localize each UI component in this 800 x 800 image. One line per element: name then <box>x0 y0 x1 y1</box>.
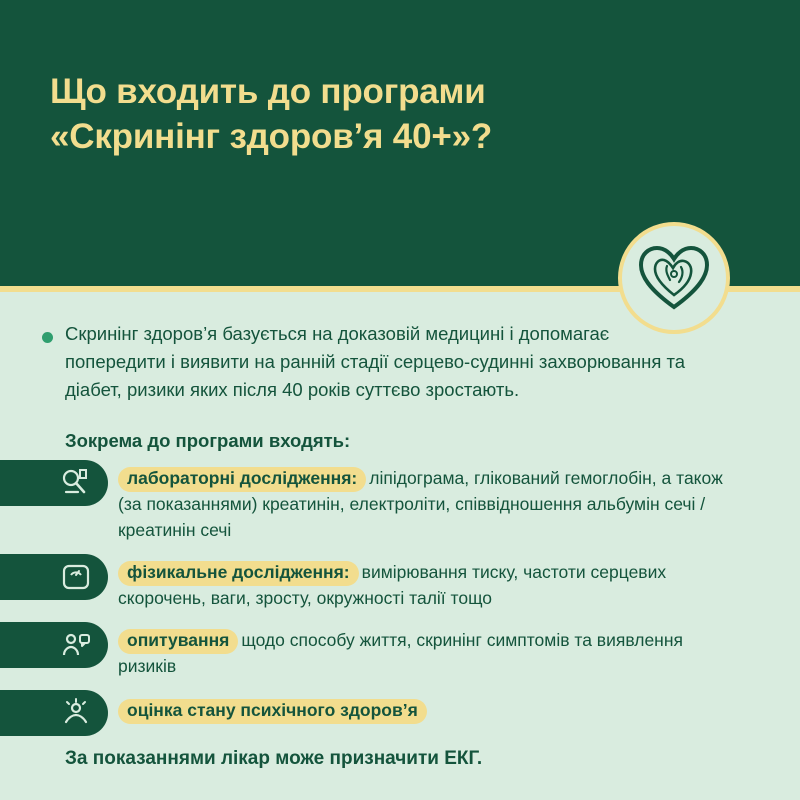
bullet-dot-icon <box>42 332 53 343</box>
heart-in-heart-icon <box>618 222 730 334</box>
list-item <box>42 460 748 544</box>
list-item <box>42 554 748 612</box>
list-item-tag: опитування <box>118 629 238 654</box>
list-item-tag: фізикальне дослідження: <box>118 561 359 586</box>
list-item-body <box>118 460 733 544</box>
page-title-line-1: Що входить до програми <box>50 72 486 111</box>
list-item-body <box>118 622 733 680</box>
list-item-tag: оцінка стану психічного здоров’я <box>118 699 427 724</box>
page-title-line-2: «Скринінг здоров’я 40+»? <box>50 116 493 156</box>
weight-scale-icon <box>60 561 92 593</box>
list-item-body <box>118 554 733 612</box>
subheading: Зокрема до програми входять: <box>65 430 351 452</box>
icon-pill <box>0 460 108 506</box>
footer-note: За показаннями лікар може призначити ЕКГ. <box>65 747 483 769</box>
list-item-body <box>118 690 430 724</box>
program-items-list <box>42 460 748 724</box>
content-area <box>0 320 800 770</box>
icon-pill <box>0 690 108 736</box>
interview-icon <box>60 629 92 661</box>
icon-pill <box>0 554 108 600</box>
page-title <box>50 70 730 160</box>
list-item <box>42 622 748 680</box>
intro-block <box>42 320 748 404</box>
microscope-icon <box>58 466 92 500</box>
meditation-icon <box>60 697 92 729</box>
list-item-text: ліпідограма, глікований гемоглобін, а також (за показаннями) креатинін, електроліти, співвідношення альбумін сечі / креатинін сечі <box>118 468 723 541</box>
intro-text: Скринінг здоров’я базується на доказовій медицині і допомагає попередити і виявити на ранній стадії серцево-судинні захворювання та діабет, ризики яких після 40 років суттєво зростають. <box>65 323 686 401</box>
list-item-text: вимірювання тиску, частоти серцевих скорочень, ваги, зросту, окружності талії тощо <box>118 562 667 609</box>
list-item-text: щодо способу життя, скринінг симптомів та виявлення ризиків <box>118 630 683 676</box>
list-item-tag: лабораторні дослідження: <box>118 467 366 492</box>
icon-pill <box>0 622 108 668</box>
list-item <box>42 690 748 724</box>
